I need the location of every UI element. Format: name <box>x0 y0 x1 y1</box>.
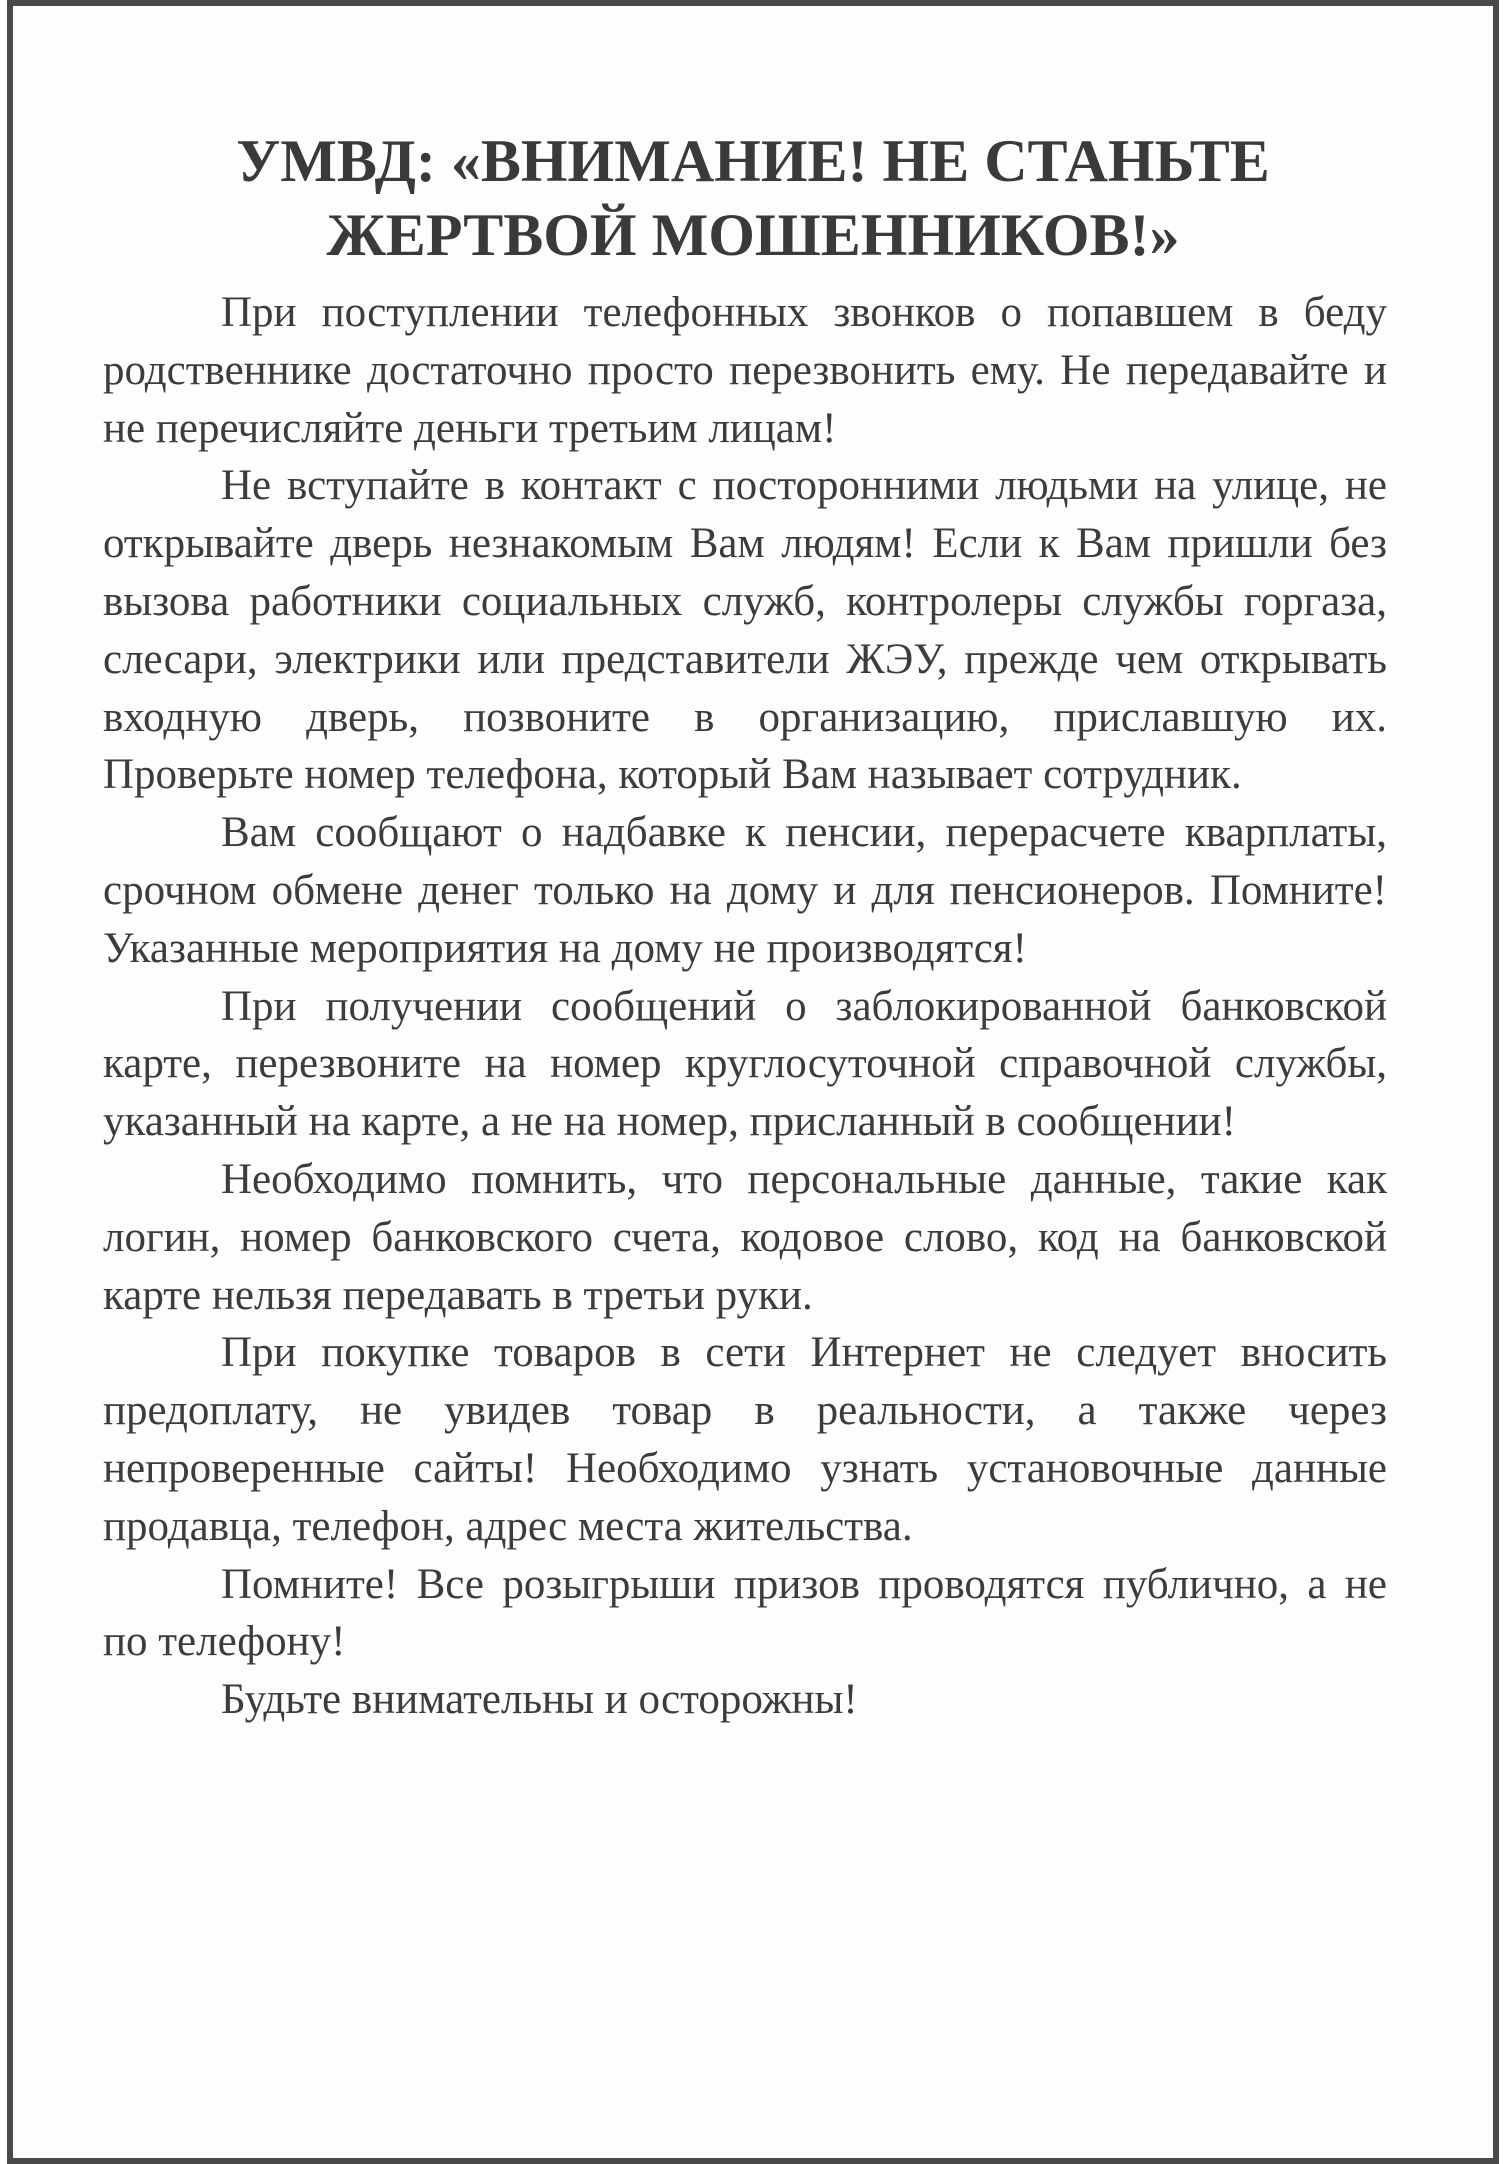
document-body <box>103 284 1387 1729</box>
title-line-1: УМВД: «ВНИМАНИЕ! НЕ СТАНЬТЕ <box>236 128 1270 195</box>
paragraph-internet-shopping: При покупке товаров в сети Интернет не следует вносить предоплату, не увидев товар в реальности, а также через непроверенные сайты! Необходимо узнать установочные данные продавца, телефон, адрес места жительства. <box>103 1329 1387 1550</box>
paragraph-bank-card: При получении сообщений о заблокированной банковской карте, перезвоните на номер круглосуточной справочной службы, указанный на карте, а не на номер, присланный в сообщении! <box>103 982 1387 1146</box>
paragraph-pension: Вам сообщают о надбавке к пенсии, перерасчете кварплаты, срочном обмене денег только на дому и для пенсионеров. Помните! Указанные мероприятия на дому не производятся! <box>103 809 1387 972</box>
paragraph-strangers: Не вступайте в контакт с посторонними людьми на улице, не открывайте дверь незнакомым Вам людям! Если к Вам пришли без вызова работники социальных служб, контролеры службы горгаза, слесари, электрики или представители ЖЭУ, прежде чем открывать входную дверь, позвоните в организацию, приславшую их. Проверьте номер телефона, который Вам называет сотрудник. <box>103 462 1387 799</box>
paragraph-closing: Будьте внимательны и осторожны! <box>221 1676 858 1724</box>
document-frame <box>7 0 1499 2164</box>
paragraph-prizes: Помните! Все розыгрыши призов проводятся публично, а не по телефону! <box>103 1560 1387 1666</box>
document-title <box>13 124 1493 272</box>
title-line-2: ЖЕРТВОЙ МОШЕННИКОВ!» <box>326 202 1180 269</box>
paragraph-personal-data: Необходимо помнить, что персональные данные, такие как логин, номер банковского счета, кодовое слово, код на банковской карте нельзя передавать в третьи руки. <box>103 1155 1387 1319</box>
paragraph-callback-relative: При поступлении телефонных звонков о попавшем в беду родственнике достаточно просто перезвонить ему. Не передавайте и не перечисляйте деньги третьим лицам! <box>103 289 1387 452</box>
